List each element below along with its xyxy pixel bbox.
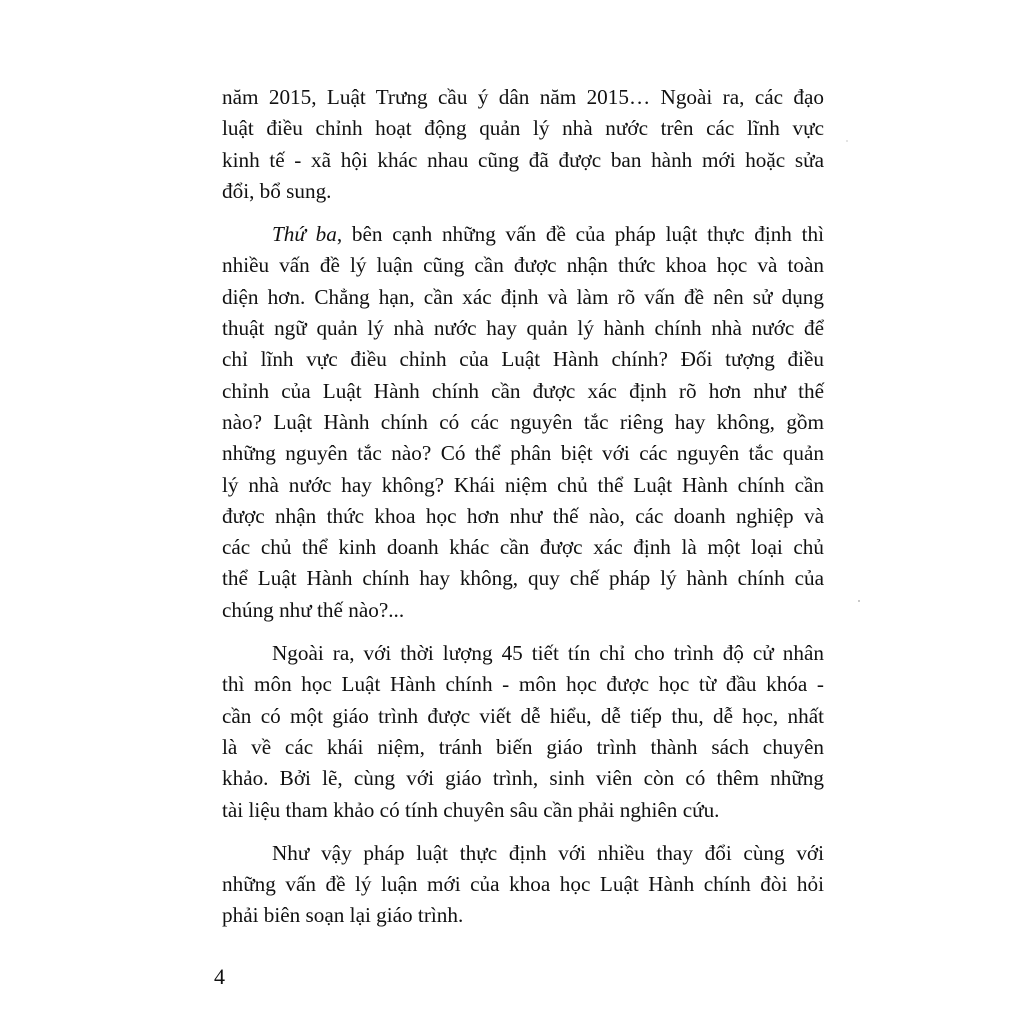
text-line: chỉnh của Luật Hành chính cần được xác định rõ hơn như thế [222,378,824,403]
text-line: được nhận thức khoa học hơn như thế nào, các doanh nghiệp và [222,503,824,528]
page-number: 4 [214,964,225,989]
text-line [222,219,824,250]
text-line: Ngoài ra, với thời lượng 45 tiết tín chỉ cho trình độ cử nhân [272,641,824,666]
text-line: diện hơn. Chẳng hạn, cần xác định và làm rõ vấn đề nên sử dụng [222,284,824,309]
italic-lead: Thứ ba [272,222,337,247]
text-line: luật điều chỉnh hoạt động quản lý nhà nước trên các lĩnh vực [222,116,824,141]
paragraph-gap [222,207,824,219]
text-line: là về các khái niệm, tránh biến giáo trình thành sách chuyên [222,734,824,759]
text-line: phải biên soạn lại giáo trình. [222,903,464,928]
text-line: nào? Luật Hành chính có các nguyên tắc riêng hay không, gồm [222,409,824,434]
paragraph [222,219,824,626]
text-line: những nguyên tắc nào? Có thể phân biệt với các nguyên tắc quản [222,441,824,466]
text-line: đổi, bổ sung. [222,178,332,203]
paragraph [222,82,824,207]
text-line-rest: , bên cạnh những vấn đề của pháp luật thực định thì [336,222,825,247]
paper-speck [846,140,848,142]
text-line: khảo. Bởi lẽ, cùng với giáo trình, sinh viên còn có thêm những [222,766,824,791]
text-line: các chủ thể kinh doanh khác cần được xác định là một loại chủ [222,535,824,560]
paragraph-gap [222,626,824,638]
text-line: chỉ lĩnh vực điều chỉnh của Luật Hành chính? Đối tượng điều [222,347,824,372]
paragraph [222,838,824,932]
text-line: lý nhà nước hay không? Khái niệm chủ thể Luật Hành chính cần [222,472,824,497]
text-line: tài liệu tham khảo có tính chuyên sâu cần phải nghiên cứu. [222,797,720,822]
text-line: kinh tế - xã hội khác nhau cũng đã được ban hành mới hoặc sửa [222,147,824,172]
text-line: thể Luật Hành chính hay không, quy chế pháp lý hành chính của [222,566,824,591]
text-line: năm 2015, Luật Trưng cầu ý dân năm 2015… Ngoài ra, các đạo [222,85,824,109]
text-line: chúng như thế nào?... [222,597,405,622]
text-line: thì môn học Luật Hành chính - môn học được học từ đầu khóa - [222,672,824,697]
paragraph [222,638,824,826]
text-line: Như vậy pháp luật thực định với nhiều thay đổi cùng với [272,840,824,865]
body-text [222,82,824,932]
text-line: cần có một giáo trình được viết dễ hiểu, dễ tiếp thu, dễ học, nhất [222,703,824,728]
text-line: những vấn đề lý luận mới của khoa học Luật Hành chính đòi hỏi [222,872,824,897]
paragraph-gap [222,826,824,838]
paper-speck [858,600,860,602]
text-line: nhiều vấn đề lý luận cũng cần được nhận thức khoa học và toàn [222,253,824,278]
text-line: thuật ngữ quản lý nhà nước hay quản lý hành chính nhà nước để [222,316,824,341]
